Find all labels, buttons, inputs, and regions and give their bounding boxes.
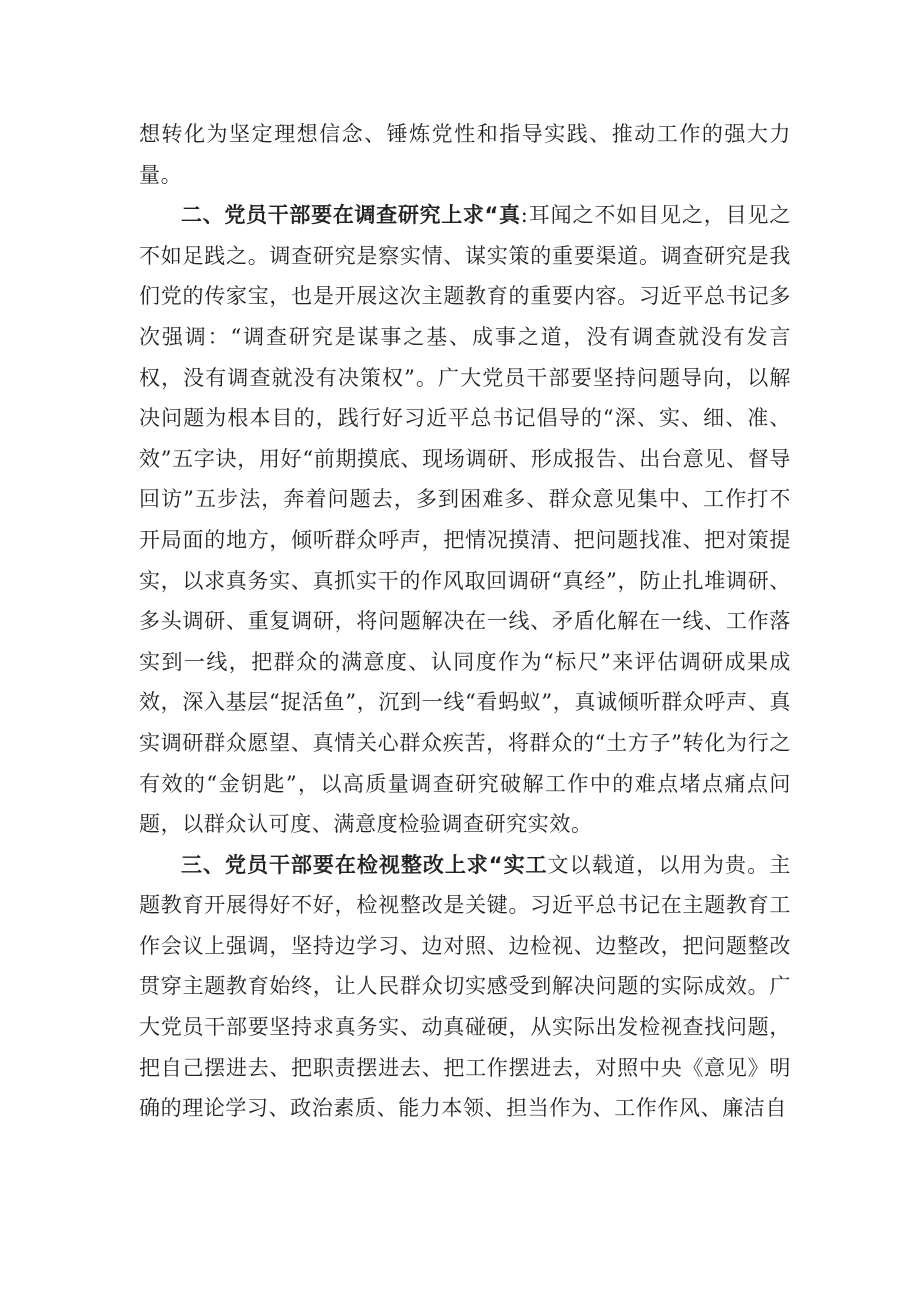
section-three-body: 文以载道，以用为贵。主题教育开展得好不好，检视整改是关键。习近平总书记在主题教育工作会议上强调，坚持边学习、边对照、边检视、边整改，把问题整改贯穿主题教育始终，让人民群众切实感受到解决问题的实际成效。广大党员干部要坚持求真务实、动真碰硬，从实际出发检视查找问题，把自己摆进去、把职责摆进去、把工作摆进去，对照中央《意见》明确的理论学习、政治素质、能力本领、担当作为、工作作风、廉洁自 — [139, 852, 791, 1121]
section-two-body: :耳闻之不如目见之，目见之不如足践之。调查研究是察实情、谋实策的重要渠道。调查研究是我们党的传家宝，也是开展这次主题教育的重要内容。习近平总书记多次强调：“调查研究是谋事之基、成事之道，没有调查就没有发言权，没有调查就没有决策权”。广大党员干部要坚持问题导向，以解决问题为根本目的，践行好习近平总书记倡导的“深、实、细、准、效”五字诀，用好“前期摸底、现场调研、形成报告、出台意见、督导回访”五步法，奔着问题去，多到困难多、群众意见集中、工作打不开局面的地方，倾听群众呼声，把情况摸清、把问题找准、把对策提实，以求真务实、真抓实干的作风取回调研“真经”，防止扎堆调研、多头调研、重复调研，将问题解决在一线、矛盾化解在一线、工作落实到一线，把群众的满意度、认同度作为“标尺”来评估调研成果成效，深入基层“捉活鱼”，沉到一线“看蚂蚁”，真诚倾听群众呼声、真实调研群众愿望、真情关心群众疾苦，将群众的“土方子”转化为行之有效的“金钥匙”，以高质量调查研究破解工作中的难点堵点痛点问题，以群众认可度、满意度检验调查研究实效。 — [139, 203, 792, 837]
paragraph-section-three — [139, 845, 791, 1129]
paragraph-continuation: 想转化为坚定理想信念、锤炼党性和指导实践、推动工作的强大力量。 — [139, 122, 791, 187]
section-three-heading: 三、党员干部要在检视整改上求“实工 — [181, 852, 548, 877]
section-two-heading: 二、党员干部要在调查研究上求“真 — [181, 203, 521, 228]
document-body — [139, 114, 791, 1129]
paragraph-section-two — [139, 195, 791, 845]
